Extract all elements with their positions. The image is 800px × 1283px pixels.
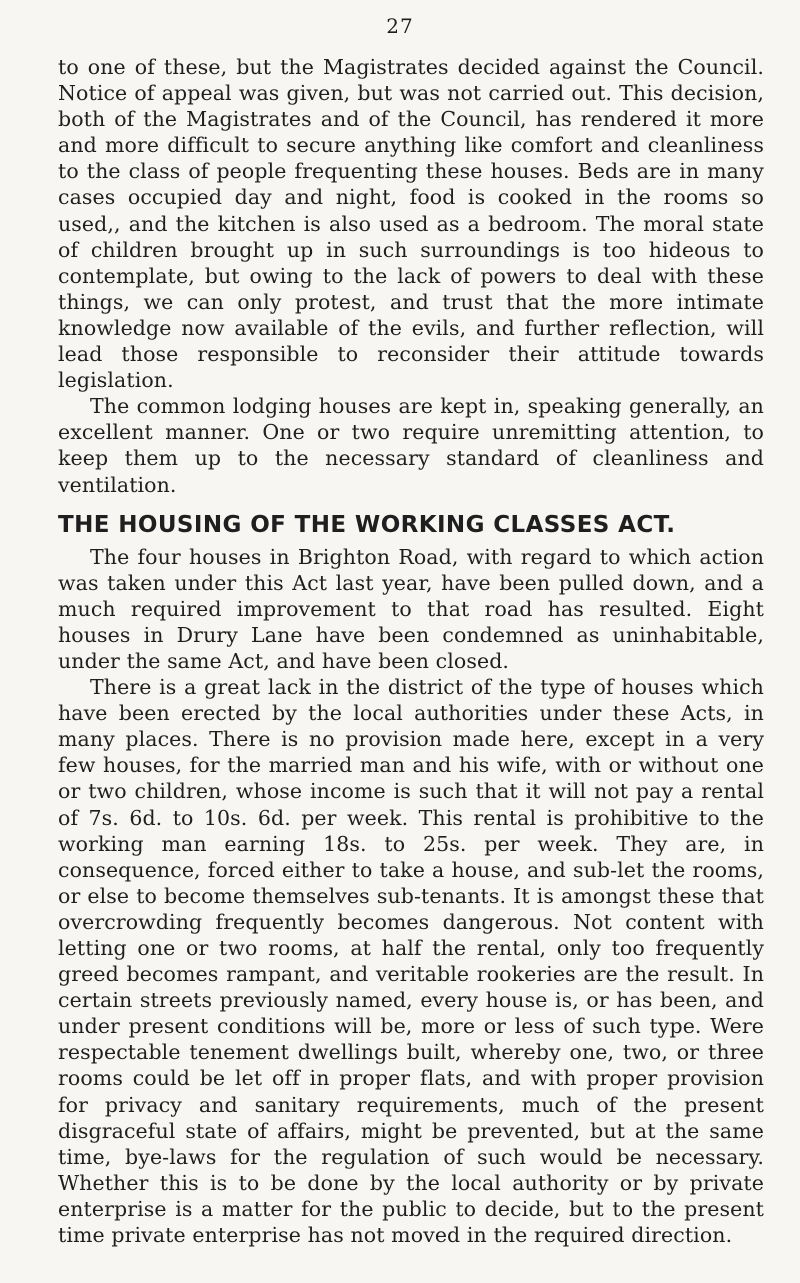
page-number: 27 [386,14,414,38]
paragraph-brighton-road: The four houses in Brighton Road, with regard to which action was taken under this Act last year, have been pulled down, and a much required improvement to that road has resulted. Eight houses in Drury Lane have been condemned as uninhabitable, under the same Act, and have been closed. [58,544,764,673]
paragraph-common-lodging-houses: The common lodging houses are kept in, speaking generally, an excellent manner. One or two require unremitting attention, to keep them up to the necessary standard of cleanliness and ventilation. [58,394,764,497]
paragraph-housing-lack: There is a great lack in the district of the type of houses which have been erected by the local authorities under these Acts, in many places. There is no provision made here, except in a very few houses, for the married man and his wife, with or without one or two children, whose income is such that it will not pay a rental of 7s. 6d. to 10s. 6d. per week. This rental is prohibitive to the working man earning 18s. to 25s. per week. They are, in consequence, forced either to take a house, and sub-let the rooms, or else to become themselves sub-tenants. It is amongst these that overcrowding frequently becomes dangerous. Not content with letting one or two rooms, at half the rental, only too frequently greed becomes rampant, and veritable rookeries are the result. In certain streets previously named, every house is, or has been, and under present conditions will be, more or less of such type. Were respectable tenement dwellings built, whereby one, two, or three rooms could be let off in proper flats, and with proper provision for privacy and sanitary requirements, much of the present disgraceful state of affairs, might be prevented, but at the same time, bye-laws for the regulation of such would be necessary. Whether this is to be done by the local authority or by private enterprise is a matter for the public to decide, but to the present time private enterprise has not moved in the required direction. [58,675,764,1248]
paragraph-magistrates-decision: to one of these, but the Magistrates decided against the Council. Notice of appeal was given, but was not carried out. This decision, both of the Magistrates and of the Council, has rendered it more and more difficult to secure anything like comfort and cleanliness to the class of people frequenting these houses. Beds are in many cases occupied day and night, food is cooked in the rooms so used,, and the kitchen is also used as a bedroom. The moral state of children brought up in such surroundings is too hideous to contemplate, but owing to the lack of powers to deal with these things, we can only protest, and trust that the more intimate knowledge now available of the evils, and further reflection, will lead those responsible to reconsider their attitude towards legislation. [58,55,764,393]
page-body [58,54,764,1248]
section-heading: THE HOUSING OF THE WORKING CLASSES ACT. [58,511,676,538]
